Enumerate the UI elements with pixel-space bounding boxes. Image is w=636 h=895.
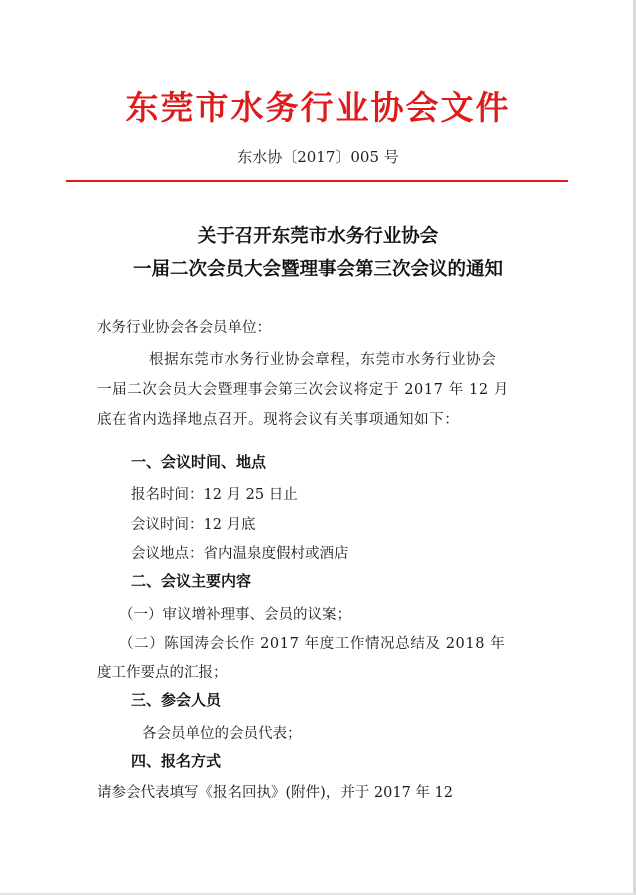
registration-instructions: 请参会代表填写《报名回执》(附件)，并于 2017 年 12: [97, 785, 453, 801]
intro-line-3: 底在省内选择地点召开。现将会议有关事项通知如下：: [97, 412, 460, 428]
registration-time: 报名时间：12 月 25 日止: [131, 487, 298, 503]
content-item-1: （一）审议增补理事、会员的议案；: [119, 607, 351, 623]
intro-line-1: 根据东莞市水务行业协会章程，东莞市水务行业协会: [149, 352, 497, 368]
document-number: 东水协〔2017〕005 号: [237, 148, 399, 166]
section-4-heading: 四、报名方式: [131, 752, 222, 770]
attendees: 各会员单位的会员代表；: [142, 726, 302, 742]
content-item-2-line-1: （二）陈国涛会长作 2017 年度工作情况总结及 2018 年: [119, 636, 506, 652]
notice-title-line-1: 关于召开东莞市水务行业协会: [197, 226, 439, 247]
content-item-2-line-2: 度工作要点的汇报；: [97, 665, 228, 681]
red-divider: [66, 180, 568, 182]
intro-line-2: 一届二次会员大会暨理事会第三次会议将定于 2017 年 12 月: [97, 382, 509, 398]
meeting-place: 会议地点：省内温泉度假村或酒店: [131, 546, 349, 562]
document-header-title: 东莞市水务行业协会文件: [125, 88, 511, 127]
section-3-heading: 三、参会人员: [131, 691, 222, 709]
meeting-time: 会议时间：12 月底: [131, 517, 256, 533]
section-1-heading: 一、会议时间、地点: [131, 453, 267, 471]
section-2-heading: 二、会议主要内容: [131, 572, 252, 590]
salutation: 水务行业协会各会员单位：: [97, 320, 271, 336]
notice-title-line-2: 一届二次会员大会暨理事会第三次会议的通知: [132, 259, 503, 280]
